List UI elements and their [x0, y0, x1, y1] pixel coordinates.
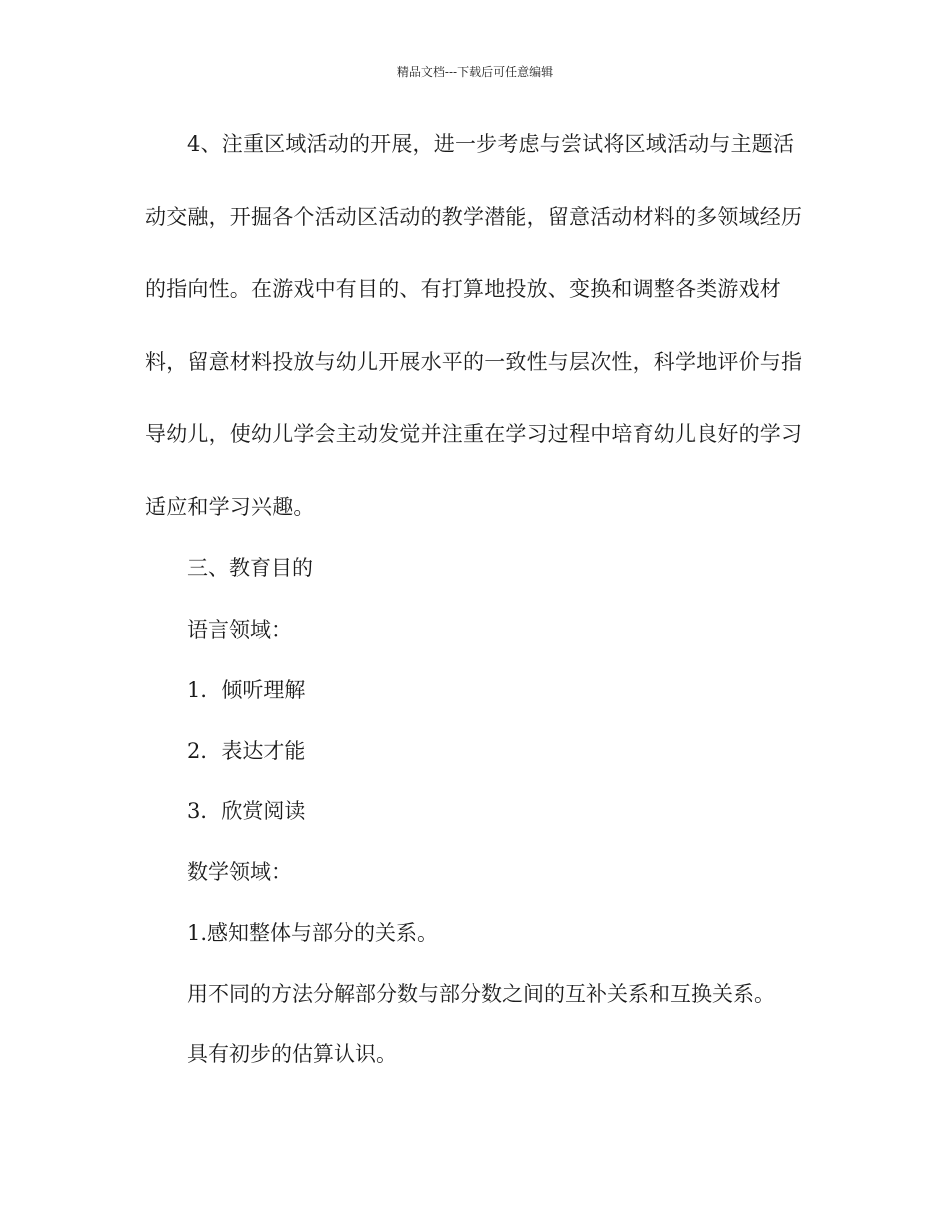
list-item: 1.感知整体与部分的关系。 [187, 921, 439, 945]
body-paragraph: 4、注重区域活动的开展，进一步考虑与尝试将区域活动与主题活动交融，开掘各个活动区活动的教学潜能，留意活动材料的多领域经历的指向性。在游戏中有目的、有打算地投放、变换和调整各类游戏材料，留意材料投放与幼儿开展水平的一致性与层次性，科学地评价与指导幼儿，使幼儿学会主动发觉并注重在学习过程中培育幼儿良好的学习适应和学习兴趣。 [145, 132, 803, 519]
section-heading: 三、教育目的 [187, 556, 313, 580]
list-item: 1．倾听理解 [187, 678, 306, 702]
text-line: 具有初步的估算认识。 [187, 1042, 397, 1066]
domain-heading-language: 语言领域： [187, 618, 292, 642]
list-item: 2．表达才能 [187, 739, 306, 763]
text-line: 用不同的方法分解部分数与部分数之间的互补关系和互换关系。 [187, 982, 775, 1006]
list-item: 3．欣赏阅读 [187, 799, 306, 823]
page-header: 精品文档---下载后可任意编辑 [396, 65, 554, 79]
domain-heading-math: 数学领域： [187, 860, 292, 884]
